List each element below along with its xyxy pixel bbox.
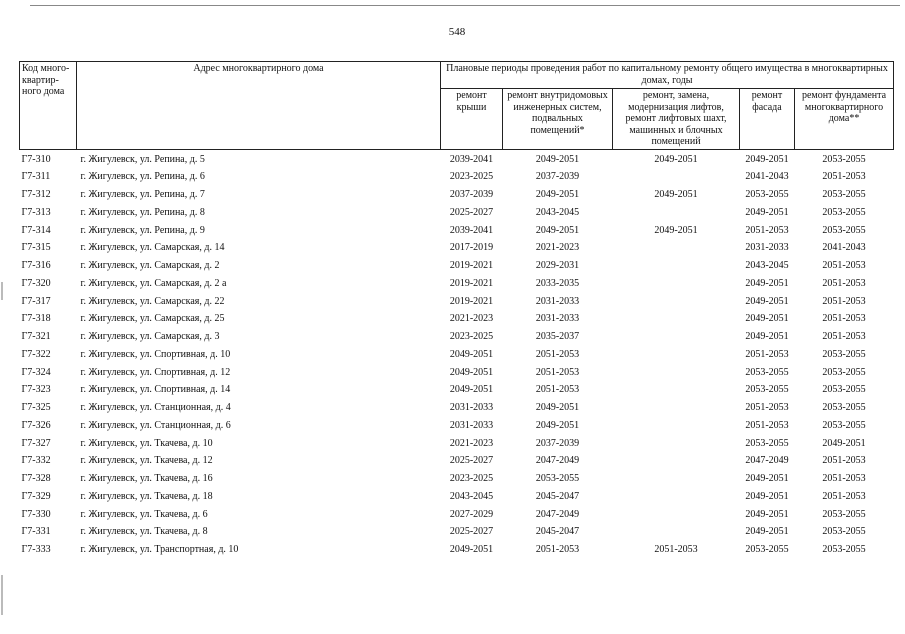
cell-systems: 2045-2047 xyxy=(535,490,580,502)
cell-elevators xyxy=(613,293,740,311)
cell-address: г. Жигулевск, ул. Самарская, д. 2 а xyxy=(80,277,227,289)
cell-address: г. Жигулевск, ул. Спортивная, д. 10 xyxy=(80,348,231,360)
cell-facade: 2053-2055 xyxy=(745,544,789,555)
cell-systems: 2037-2039 xyxy=(535,171,580,183)
cell-facade: 2053-2055 xyxy=(745,366,789,378)
cell-facade: 2053-2055 xyxy=(745,437,789,449)
cell-facade: 2049-2051 xyxy=(745,153,789,165)
cell-roof: 2025-2027 xyxy=(449,455,494,467)
cell-elevators xyxy=(613,488,740,506)
cell-foundation: 2053-2055 xyxy=(822,348,866,360)
cell-facade: 2053-2055 xyxy=(745,384,789,396)
cell-foundation: 2053-2055 xyxy=(822,402,866,413)
cell-systems: 2035-2037 xyxy=(535,331,580,342)
table-row xyxy=(20,328,894,346)
cell-elevators xyxy=(613,310,740,328)
cell-code: Г7-318 xyxy=(21,313,51,325)
cell-foundation: 2053-2055 xyxy=(822,153,866,165)
cell-elevators xyxy=(613,346,740,364)
scan-mark xyxy=(1,575,3,615)
cell-code: Г7-329 xyxy=(21,490,51,502)
cell-foundation: 2051-2053 xyxy=(822,260,866,271)
cell-code: Г7-331 xyxy=(21,526,51,538)
cell-address: г. Жигулевск, ул. Ткачева, д. 10 xyxy=(80,437,213,449)
header-elevators: ремонт, замена, модернизация лифтов, ремонт лифтовых шахт, машинных и блочных помещений xyxy=(613,89,740,150)
table-row xyxy=(20,452,894,470)
cell-systems: 2031-2033 xyxy=(535,295,580,307)
table-row xyxy=(20,310,894,328)
cell-facade: 2049-2051 xyxy=(745,295,789,307)
cell-roof: 2039-2041 xyxy=(449,153,494,165)
table-row xyxy=(20,222,894,240)
cell-address: г. Жигулевск, ул. Транспортная, д. 10 xyxy=(80,544,239,555)
cell-roof: 2037-2039 xyxy=(449,189,494,200)
table-row xyxy=(20,523,894,541)
cell-code: Г7-315 xyxy=(21,242,51,254)
cell-address: г. Жигулевск, ул. Ткачева, д. 8 xyxy=(80,526,208,538)
cell-roof: 2049-2051 xyxy=(449,348,494,360)
cell-roof: 2019-2021 xyxy=(449,260,494,271)
cell-elevators xyxy=(613,381,740,399)
cell-foundation: 2053-2055 xyxy=(822,384,866,396)
cell-elevators xyxy=(613,417,740,435)
cell-facade: 2049-2051 xyxy=(745,313,789,325)
table-row xyxy=(20,275,894,293)
cell-systems: 2051-2053 xyxy=(535,366,580,378)
table-row xyxy=(20,239,894,257)
cell-systems: 2049-2051 xyxy=(535,189,580,200)
cell-address: г. Жигулевск, ул. Самарская, д. 14 xyxy=(80,242,225,254)
cell-roof: 2017-2019 xyxy=(449,242,494,254)
cell-roof: 2025-2027 xyxy=(449,526,494,538)
cell-foundation: 2053-2055 xyxy=(822,508,866,520)
cell-elevators xyxy=(613,399,740,417)
cell-code: Г7-314 xyxy=(21,224,51,236)
cell-systems: 2049-2051 xyxy=(535,153,580,165)
cell-facade: 2049-2051 xyxy=(745,490,789,502)
cell-foundation: 2053-2055 xyxy=(822,224,866,236)
cell-foundation: 2051-2053 xyxy=(822,455,866,467)
table-row xyxy=(20,346,894,364)
cell-facade: 2049-2051 xyxy=(745,526,789,538)
cell-elevators xyxy=(613,364,740,382)
cell-foundation: 2053-2055 xyxy=(822,206,866,218)
cell-roof: 2019-2021 xyxy=(449,295,494,307)
cell-code: Г7-320 xyxy=(21,277,51,289)
cell-address: г. Жигулевск, ул. Репина, д. 7 xyxy=(80,189,205,200)
cell-address: г. Жигулевск, ул. Ткачева, д. 6 xyxy=(80,508,208,520)
cell-foundation: 2051-2053 xyxy=(822,277,866,289)
table-row xyxy=(20,186,894,204)
cell-elevators xyxy=(613,523,740,541)
cell-code: Г7-327 xyxy=(21,437,51,449)
cell-foundation: 2053-2055 xyxy=(822,419,866,431)
cell-elevators xyxy=(613,452,740,470)
cell-facade: 2031-2033 xyxy=(745,242,789,254)
header-address: Адрес многоквартирного дома xyxy=(77,62,441,150)
cell-elevators: 2049-2051 xyxy=(654,189,698,200)
cell-code: Г7-313 xyxy=(21,206,51,218)
cell-facade: 2043-2045 xyxy=(745,260,789,271)
cell-facade: 2047-2049 xyxy=(745,455,789,467)
cell-roof: 2023-2025 xyxy=(449,331,494,342)
header-periods: Плановые периоды проведения работ по капитальному ремонту общего имущества в многоквартирных домах, годы xyxy=(441,62,894,89)
header-roof: ремонт крыши xyxy=(441,89,503,150)
cell-code: Г7-321 xyxy=(21,331,51,342)
cell-facade: 2041-2043 xyxy=(745,171,789,183)
cell-address: г. Жигулевск, ул. Станционная, д. 6 xyxy=(80,419,231,431)
cell-foundation: 2053-2055 xyxy=(822,544,866,555)
cell-code: Г7-324 xyxy=(21,366,51,378)
cell-systems: 2049-2051 xyxy=(535,402,580,413)
cell-roof: 2031-2033 xyxy=(449,402,494,413)
cell-address: г. Жигулевск, ул. Ткачева, д. 12 xyxy=(80,455,213,467)
cell-roof: 2049-2051 xyxy=(449,384,494,396)
cell-systems: 2029-2031 xyxy=(535,260,580,271)
cell-elevators xyxy=(613,239,740,257)
cell-foundation: 2051-2053 xyxy=(822,331,866,342)
table-row xyxy=(20,257,894,275)
table-row xyxy=(20,168,894,186)
cell-code: Г7-328 xyxy=(21,473,51,484)
cell-elevators xyxy=(613,257,740,275)
cell-address: г. Жигулевск, ул. Ткачева, д. 18 xyxy=(80,490,213,502)
cell-elevators xyxy=(613,506,740,524)
table-body xyxy=(20,149,894,559)
cell-code: Г7-310 xyxy=(21,153,51,165)
cell-roof: 2023-2025 xyxy=(449,473,494,484)
repair-schedule-table xyxy=(19,61,894,559)
header-systems: ремонт внутридомовых инженерных систем, подвальных помещений* xyxy=(503,89,613,150)
cell-roof: 2049-2051 xyxy=(449,366,494,378)
cell-address: г. Жигулевск, ул. Репина, д. 5 xyxy=(80,153,205,165)
table-row xyxy=(20,399,894,417)
cell-roof: 2027-2029 xyxy=(449,508,494,520)
cell-elevators: 2049-2051 xyxy=(654,153,698,165)
cell-foundation: 2041-2043 xyxy=(822,242,866,254)
cell-systems: 2047-2049 xyxy=(535,455,580,467)
cell-elevators xyxy=(613,470,740,488)
cell-systems: 2037-2039 xyxy=(535,437,580,449)
cell-elevators: 2049-2051 xyxy=(654,224,698,236)
cell-code: Г7-323 xyxy=(21,384,51,396)
cell-facade: 2049-2051 xyxy=(745,331,789,342)
cell-elevators xyxy=(613,275,740,293)
cell-roof: 2025-2027 xyxy=(449,206,494,218)
cell-code: Г7-326 xyxy=(21,419,51,431)
header-foundation: ремонт фундамента многоквартирного дома** xyxy=(795,89,894,150)
cell-systems: 2047-2049 xyxy=(535,508,580,520)
table-row xyxy=(20,417,894,435)
cell-foundation: 2053-2055 xyxy=(822,189,866,200)
cell-systems: 2049-2051 xyxy=(535,224,580,236)
cell-elevators xyxy=(613,204,740,222)
cell-code: Г7-317 xyxy=(21,295,51,307)
table-header xyxy=(20,62,894,150)
cell-elevators: 2051-2053 xyxy=(654,544,698,555)
cell-code: Г7-325 xyxy=(21,402,51,413)
cell-address: г. Жигулевск, ул. Самарская, д. 25 xyxy=(80,313,225,325)
cell-systems: 2053-2055 xyxy=(535,473,580,484)
cell-foundation: 2053-2055 xyxy=(822,366,866,378)
cell-systems: 2045-2047 xyxy=(535,526,580,538)
cell-systems: 2051-2053 xyxy=(535,348,580,360)
cell-foundation: 2049-2051 xyxy=(822,437,866,449)
cell-roof: 2049-2051 xyxy=(449,544,494,555)
cell-systems: 2043-2045 xyxy=(535,206,580,218)
cell-address: г. Жигулевск, ул. Репина, д. 9 xyxy=(80,224,205,236)
cell-code: Г7-322 xyxy=(21,348,51,360)
table-row xyxy=(20,293,894,311)
cell-address: г. Жигулевск, ул. Самарская, д. 22 xyxy=(80,295,225,307)
table-row xyxy=(20,488,894,506)
cell-roof: 2021-2023 xyxy=(449,437,494,449)
cell-roof: 2039-2041 xyxy=(449,224,494,236)
cell-facade: 2049-2051 xyxy=(745,277,789,289)
cell-facade: 2049-2051 xyxy=(745,473,789,484)
cell-foundation: 2051-2053 xyxy=(822,473,866,484)
cell-code: Г7-311 xyxy=(21,171,51,183)
cell-code: Г7-312 xyxy=(21,189,51,200)
table-row xyxy=(20,364,894,382)
cell-address: г. Жигулевск, ул. Самарская, д. 3 xyxy=(80,331,220,342)
table-row xyxy=(20,204,894,222)
cell-facade: 2053-2055 xyxy=(745,189,789,200)
cell-foundation: 2051-2053 xyxy=(822,295,866,307)
cell-roof: 2019-2021 xyxy=(449,277,494,289)
cell-code: Г7-332 xyxy=(21,455,51,467)
cell-code: Г7-316 xyxy=(21,260,51,271)
cell-address: г. Жигулевск, ул. Ткачева, д. 16 xyxy=(80,473,213,484)
cell-roof: 2043-2045 xyxy=(449,490,494,502)
cell-address: г. Жигулевск, ул. Репина, д. 8 xyxy=(80,206,205,218)
cell-systems: 2049-2051 xyxy=(535,419,580,431)
cell-foundation: 2051-2053 xyxy=(822,171,866,183)
cell-address: г. Жигулевск, ул. Спортивная, д. 14 xyxy=(80,384,231,396)
cell-facade: 2051-2053 xyxy=(745,348,789,360)
table-row xyxy=(20,149,894,168)
cell-systems: 2031-2033 xyxy=(535,313,580,325)
cell-facade: 2051-2053 xyxy=(745,419,789,431)
table-row xyxy=(20,435,894,453)
cell-code: Г7-330 xyxy=(21,508,51,520)
cell-facade: 2049-2051 xyxy=(745,508,789,520)
table-row xyxy=(20,470,894,488)
cell-facade: 2051-2053 xyxy=(745,402,789,413)
cell-elevators xyxy=(613,168,740,186)
header-code: Код много-квартир-ного дома xyxy=(20,62,77,150)
cell-elevators xyxy=(613,328,740,346)
cell-address: г. Жигулевск, ул. Станционная, д. 4 xyxy=(80,402,231,413)
header-facade: ремонт фасада xyxy=(740,89,795,150)
cell-facade: 2051-2053 xyxy=(745,224,789,236)
cell-foundation: 2051-2053 xyxy=(822,490,866,502)
cell-code: Г7-333 xyxy=(21,544,51,555)
cell-roof: 2031-2033 xyxy=(449,419,494,431)
table-row xyxy=(20,541,894,559)
cell-roof: 2021-2023 xyxy=(449,313,494,325)
cell-systems: 2051-2053 xyxy=(535,384,580,396)
cell-systems: 2021-2023 xyxy=(535,242,580,254)
top-rule xyxy=(30,5,900,6)
table-row xyxy=(20,381,894,399)
cell-systems: 2051-2053 xyxy=(535,544,580,555)
cell-elevators xyxy=(613,435,740,453)
cell-roof: 2023-2025 xyxy=(449,171,494,183)
cell-foundation: 2053-2055 xyxy=(822,526,866,538)
cell-address: г. Жигулевск, ул. Самарская, д. 2 xyxy=(80,260,220,271)
cell-foundation: 2051-2053 xyxy=(822,313,866,325)
cell-address: г. Жигулевск, ул. Репина, д. 6 xyxy=(80,171,205,183)
cell-systems: 2033-2035 xyxy=(535,277,580,289)
table-row xyxy=(20,506,894,524)
cell-facade: 2049-2051 xyxy=(745,206,789,218)
cell-address: г. Жигулевск, ул. Спортивная, д. 12 xyxy=(80,366,231,378)
page-number: 548 xyxy=(448,26,466,38)
scan-mark xyxy=(1,282,3,300)
